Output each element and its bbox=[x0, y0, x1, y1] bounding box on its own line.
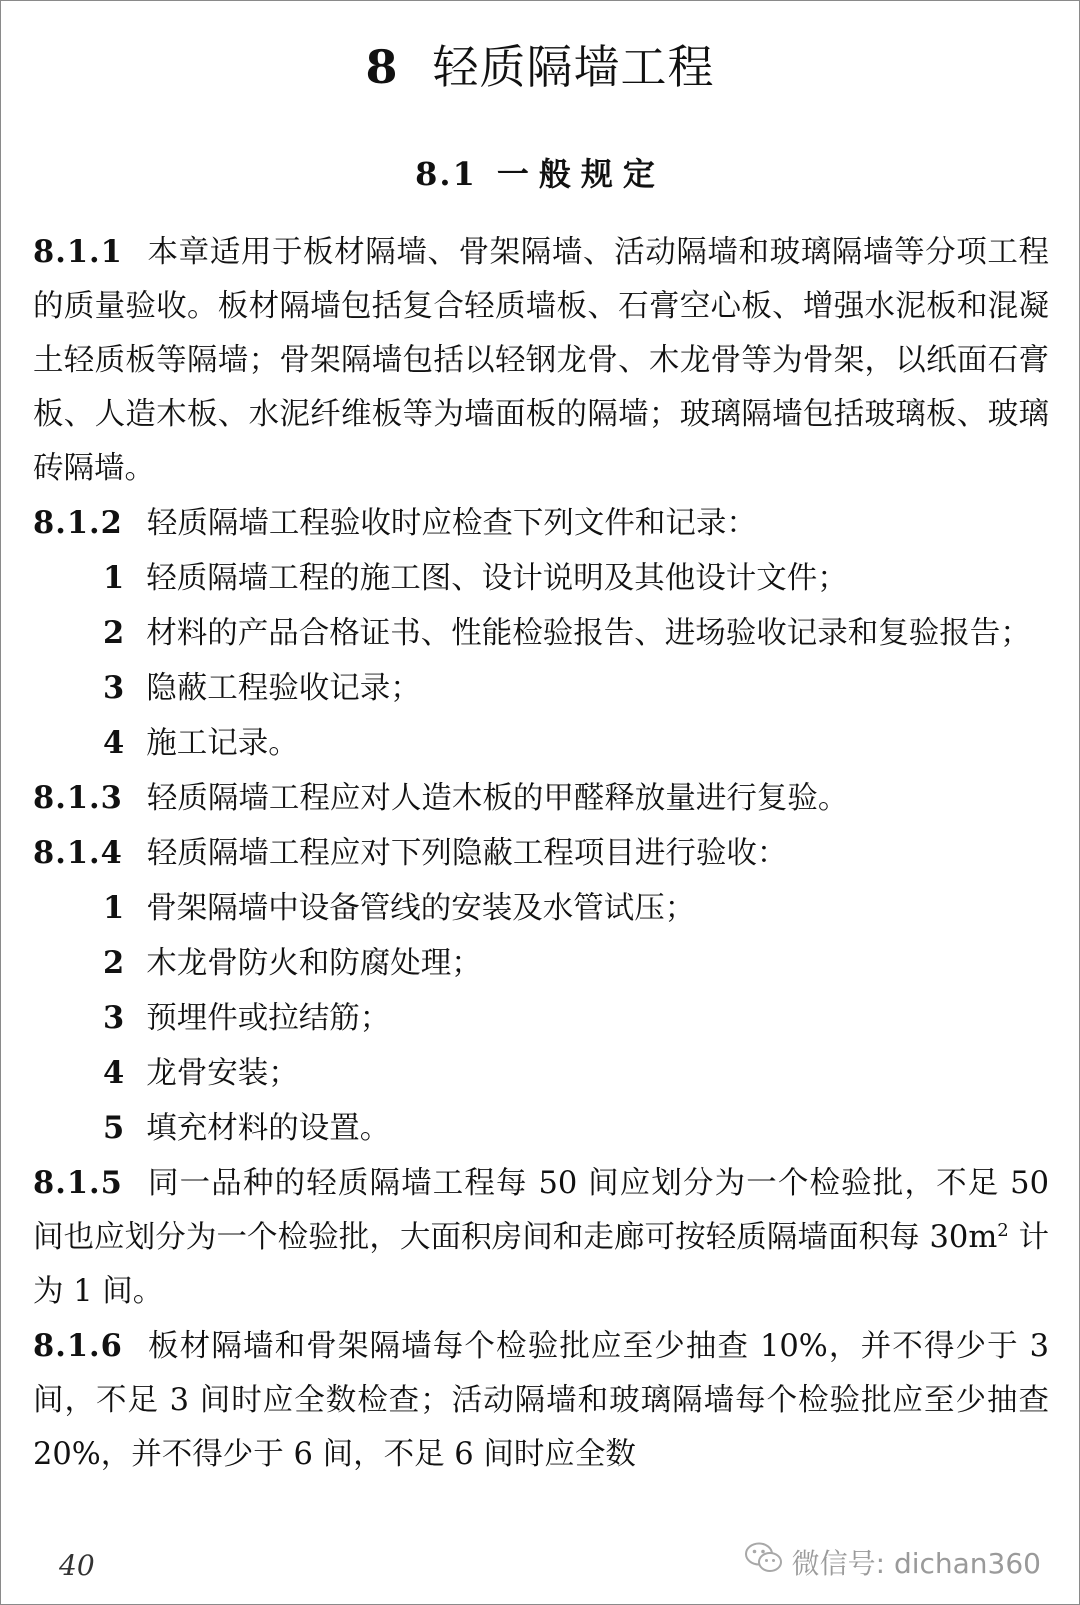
clause-text-tail: 计为 1 间。 bbox=[33, 1220, 1049, 1309]
item-text: 龙骨安装； bbox=[146, 1056, 299, 1091]
item-number: 3 bbox=[103, 670, 125, 706]
item-text: 骨架隔墙中设备管线的安装及水管试压； bbox=[146, 891, 696, 926]
item-number: 4 bbox=[103, 1055, 125, 1091]
list-item bbox=[33, 551, 1049, 606]
clause-number: 8.1.3 bbox=[33, 780, 123, 816]
watermark bbox=[744, 1541, 1041, 1582]
list-item bbox=[33, 1101, 1049, 1156]
clause-8-1-6 bbox=[33, 1319, 1049, 1482]
item-text: 隐蔽工程验收记录； bbox=[146, 671, 421, 706]
clause-8-1-2 bbox=[33, 496, 1049, 551]
list-item bbox=[33, 991, 1049, 1046]
item-number: 2 bbox=[103, 615, 125, 651]
clause-8-1-5 bbox=[33, 1156, 1049, 1319]
chapter-heading bbox=[1, 31, 1079, 97]
clause-number: 8.1.4 bbox=[33, 835, 123, 871]
item-text: 材料的产品合格证书、性能检验报告、进场验收记录和复验报告； bbox=[146, 616, 1031, 651]
item-text: 施工记录。 bbox=[146, 726, 299, 761]
clause-text: 板材隔墙和骨架隔墙每个检验批应至少抽查 10%，并不得少于 3 间，不足 3 间时应全数检查；活动隔墙和玻璃隔墙每个检验批应至少抽查 20%，并不得少于 6 间，不足 6 间时应全数 bbox=[33, 1329, 1049, 1472]
item-text: 填充材料的设置。 bbox=[146, 1111, 391, 1146]
item-number: 3 bbox=[103, 1000, 125, 1036]
list-item bbox=[33, 936, 1049, 991]
item-text: 木龙骨防火和防腐处理； bbox=[146, 946, 482, 981]
clause-text: 本章适用于板材隔墙、骨架隔墙、活动隔墙和玻璃隔墙等分项工程的质量验收。板材隔墙包括复合轻质墙板、石膏空心板、增强水泥板和混凝土轻质板等隔墙；骨架隔墙包括以轻钢龙骨、木龙骨等为骨架，以纸面石膏板、人造木板、水泥纤维板等为墙面板的隔墙；玻璃隔墙包括玻璃板、玻璃砖隔墙。 bbox=[33, 235, 1049, 486]
chapter-number: 8 bbox=[365, 40, 399, 94]
item-text: 预埋件或拉结筋； bbox=[146, 1001, 391, 1036]
clause-text: 轻质隔墙工程应对人造木板的甲醛释放量进行复验。 bbox=[146, 781, 849, 816]
clause-text: 轻质隔墙工程应对下列隐蔽工程项目进行验收： bbox=[146, 836, 788, 871]
list-item bbox=[33, 881, 1049, 936]
superscript: 2 bbox=[997, 1219, 1009, 1241]
section-heading bbox=[1, 149, 1079, 195]
list-item bbox=[33, 606, 1049, 661]
clause-8-1-4 bbox=[33, 826, 1049, 881]
section-number: 8.1 bbox=[415, 155, 477, 193]
list-item bbox=[33, 1046, 1049, 1101]
clause-text: 轻质隔墙工程验收时应检查下列文件和记录： bbox=[146, 506, 757, 541]
clause-number: 8.1.5 bbox=[33, 1165, 123, 1201]
item-number: 1 bbox=[103, 890, 125, 926]
wechat-icon bbox=[744, 1541, 784, 1582]
document-body bbox=[33, 225, 1049, 1482]
item-number: 1 bbox=[103, 560, 125, 596]
list-item bbox=[33, 716, 1049, 771]
list-item bbox=[33, 661, 1049, 716]
clause-text: 同一品种的轻质隔墙工程每 50 间应划分为一个检验批，不足 50 间也应划分为一个检验批，大面积房间和走廊可按轻质隔墙面积每 30m bbox=[33, 1166, 1049, 1255]
clause-number: 8.1.1 bbox=[33, 234, 123, 270]
item-number: 4 bbox=[103, 725, 125, 761]
section-title: 一般规定 bbox=[496, 155, 665, 193]
clause-8-1-3 bbox=[33, 771, 1049, 826]
clause-number: 8.1.6 bbox=[33, 1328, 123, 1364]
clause-number: 8.1.2 bbox=[33, 505, 123, 541]
item-text: 轻质隔墙工程的施工图、设计说明及其他设计文件； bbox=[146, 561, 848, 596]
item-number: 5 bbox=[103, 1110, 125, 1146]
chapter-title: 轻质隔墙工程 bbox=[432, 40, 715, 94]
item-number: 2 bbox=[103, 945, 125, 981]
page-number: 40 bbox=[59, 1549, 95, 1582]
watermark-text: 微信号: dichan360 bbox=[791, 1546, 1041, 1580]
clause-8-1-1 bbox=[33, 225, 1049, 496]
